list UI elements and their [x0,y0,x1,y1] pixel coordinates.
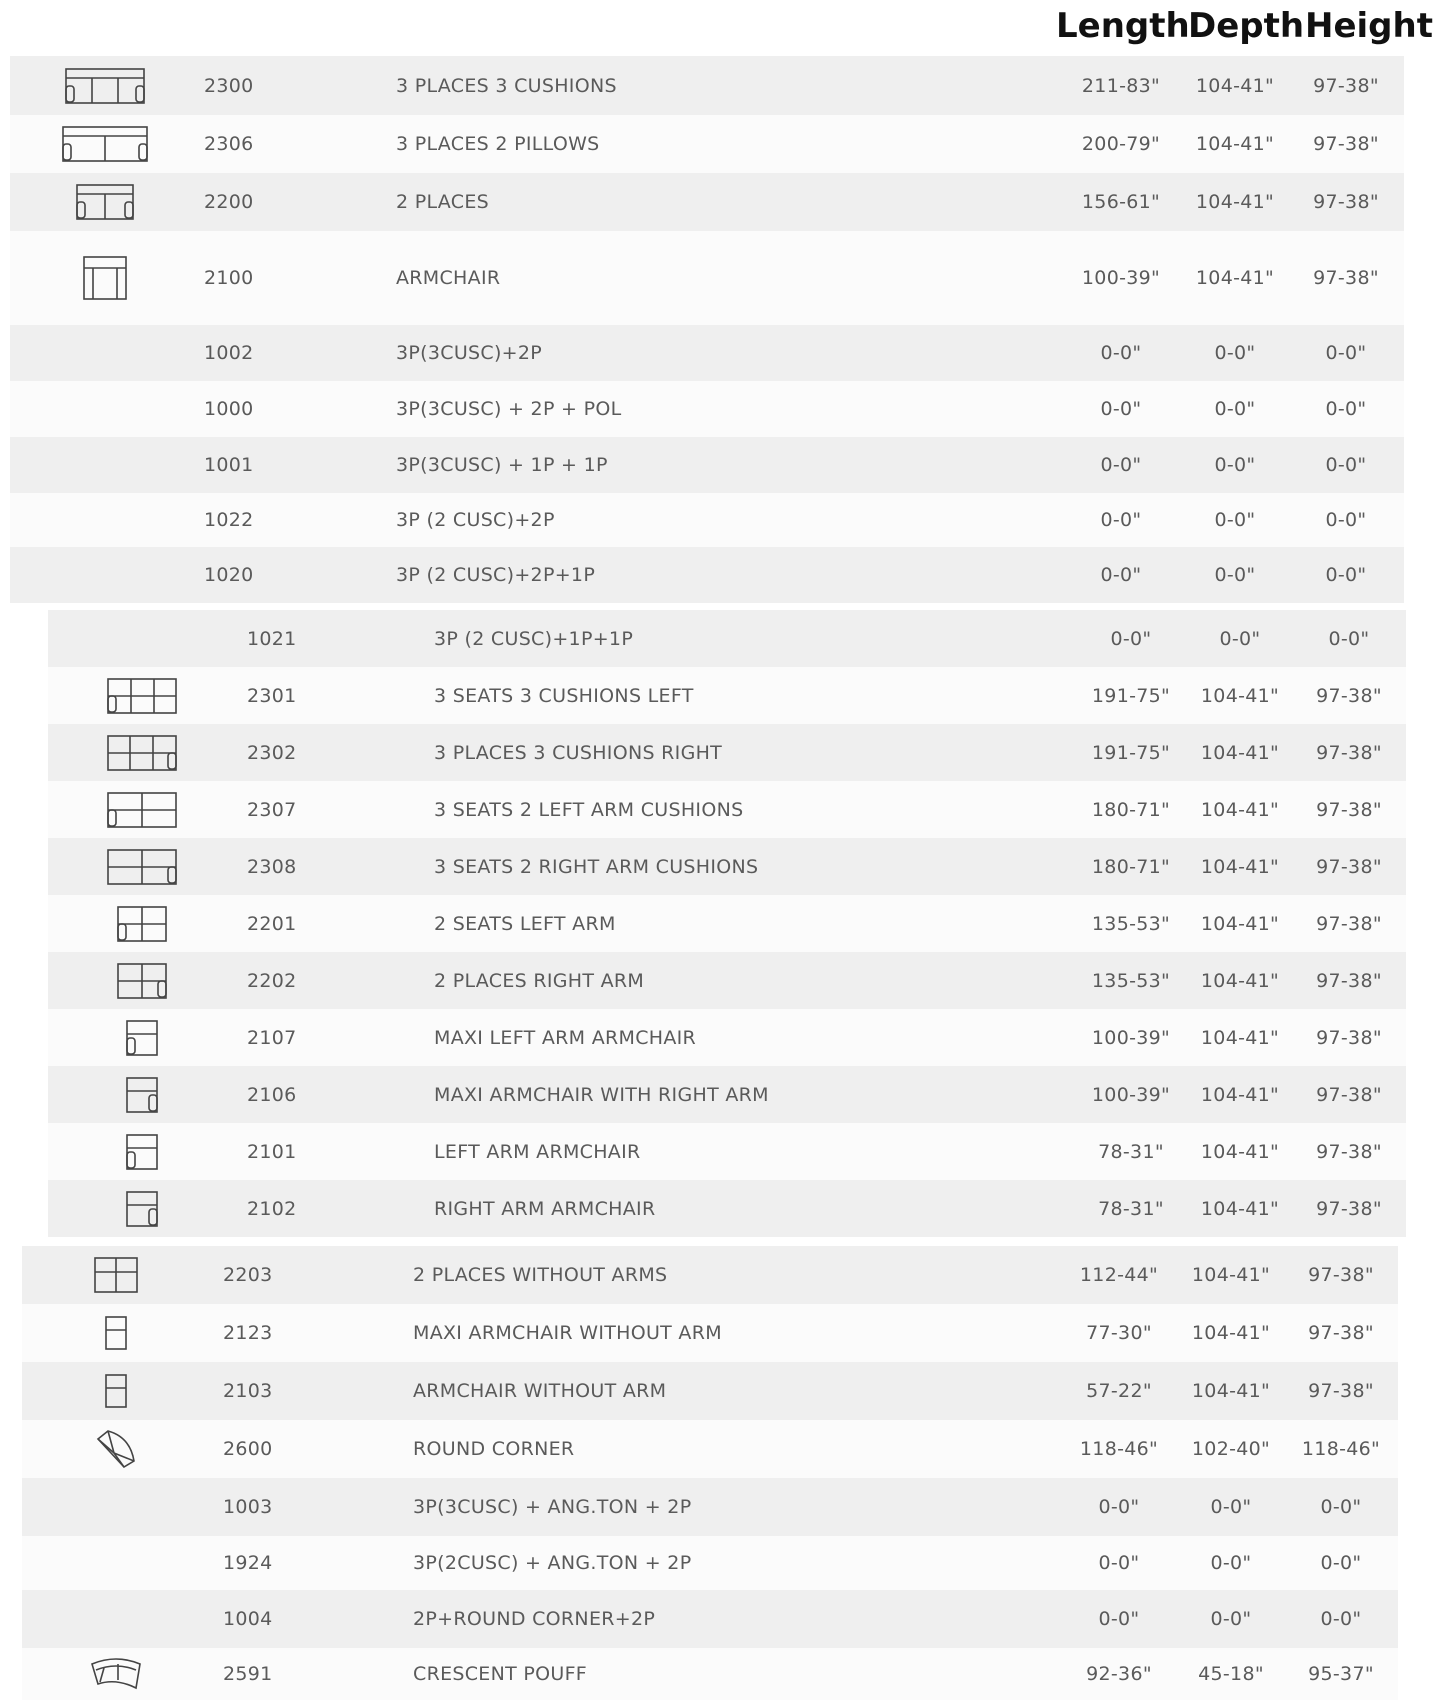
product-name: 2P+ROUND CORNER+2P [413,1608,656,1630]
product-code: 2301 [247,684,297,707]
header-depth: Depth [1188,6,1305,46]
table-row [10,231,1404,325]
table-section [10,56,1404,603]
product-code: 2306 [204,133,254,155]
product-code: 2103 [223,1380,273,1402]
product-name: 3P(3CUSC) + 2P + POL [396,398,622,420]
product-code: 2600 [223,1438,273,1460]
height-value: 97-38" [1316,1197,1382,1220]
product-name: LEFT ARM ARMCHAIR [434,1140,641,1163]
maxi-armchair-right-icon [82,1066,202,1123]
maxi-armchair-left-icon [82,1009,202,1066]
depth-value: 104-41" [1200,855,1280,878]
height-value: 97-38" [1308,1322,1374,1344]
height-value: 97-38" [1316,969,1382,992]
product-code: 2107 [247,1026,297,1049]
depth-value: 0-0" [1214,398,1256,420]
height-value: 118-46" [1301,1438,1381,1460]
product-code: 2302 [247,741,297,764]
table-row [48,952,1406,1009]
length-value: 100-39" [1091,1026,1171,1049]
table-row [22,1648,1398,1700]
product-code: 1924 [223,1552,273,1574]
depth-value: 0-0" [1210,1608,1252,1630]
table-row [48,1180,1406,1237]
product-code: 2201 [247,912,297,935]
sofa-2-no-arms-icon [56,1246,176,1304]
length-value: 135-53" [1091,912,1171,935]
height-value: 97-38" [1316,912,1382,935]
depth-value: 0-0" [1214,564,1256,586]
table-row [10,115,1404,173]
depth-value: 0-0" [1214,454,1256,476]
product-name: 2 PLACES [396,191,490,213]
height-value: 0-0" [1320,1496,1362,1518]
height-value: 97-38" [1316,855,1382,878]
product-code: 2100 [204,267,254,289]
height-value: 97-38" [1308,1380,1374,1402]
depth-value: 104-41" [1200,912,1280,935]
sofa-3-seats-right-icon [82,724,202,781]
header-length: Length [1056,6,1190,46]
length-value: 0-0" [1098,1552,1140,1574]
product-code: 2123 [223,1322,273,1344]
depth-value: 0-0" [1210,1496,1252,1518]
product-code: 2591 [223,1663,273,1685]
product-name: 3 SEATS 2 LEFT ARM CUSHIONS [434,798,744,821]
product-name: MAXI LEFT ARM ARMCHAIR [434,1026,697,1049]
sofa-2-places-icon [45,173,165,231]
height-value: 0-0" [1325,454,1367,476]
length-value: 180-71" [1091,798,1171,821]
height-value: 97-38" [1316,1026,1382,1049]
depth-value: 104-41" [1195,133,1275,155]
product-name: ARMCHAIR WITHOUT ARM [413,1380,667,1402]
height-value: 97-38" [1313,74,1379,97]
table-row [48,610,1406,667]
depth-value: 104-41" [1191,1322,1271,1344]
sofa-2-seats-right-icon [82,952,202,1009]
product-code: 1000 [204,398,254,420]
product-name: 3P (2 CUSC)+2P+1P [396,564,596,586]
armchair-right-icon [82,1180,202,1237]
product-code: 1001 [204,454,254,476]
depth-value: 104-41" [1191,1264,1271,1286]
product-name: 3P (2 CUSC)+1P+1P [434,627,634,650]
product-name: 3 PLACES 3 CUSHIONS RIGHT [434,741,723,764]
depth-value: 0-0" [1219,627,1261,650]
depth-value: 104-41" [1200,798,1280,821]
depth-value: 104-41" [1200,741,1280,764]
length-value: 191-75" [1091,684,1171,707]
product-name: 3 PLACES 2 PILLOWS [396,133,600,155]
depth-value: 102-40" [1191,1438,1271,1460]
length-value: 0-0" [1100,454,1142,476]
table-row [10,493,1404,547]
product-name: ARMCHAIR [396,267,501,289]
depth-value: 0-0" [1214,509,1256,531]
product-name: 3P(2CUSC) + ANG.TON + 2P [413,1552,692,1574]
depth-value: 104-41" [1195,191,1275,213]
product-name: 3P (2 CUSC)+2P [396,509,555,531]
table-row [22,1362,1398,1420]
height-value: 97-38" [1313,191,1379,213]
table-row [22,1536,1398,1590]
product-name: RIGHT ARM ARMCHAIR [434,1197,656,1220]
table-row [48,838,1406,895]
height-value: 97-38" [1316,798,1382,821]
depth-value: 104-41" [1191,1380,1271,1402]
height-value: 97-38" [1316,684,1382,707]
sofa-3-cushions-icon [45,56,165,115]
table-row [10,381,1404,437]
length-value: 0-0" [1100,342,1142,364]
table-row [22,1478,1398,1536]
height-value: 0-0" [1328,627,1370,650]
depth-value: 104-41" [1200,684,1280,707]
table-row [10,547,1404,603]
length-value: 57-22" [1086,1380,1152,1402]
length-value: 0-0" [1098,1496,1140,1518]
table-row [48,1009,1406,1066]
length-value: 135-53" [1091,969,1171,992]
table-section [48,610,1406,1237]
header-height: Height [1305,6,1433,46]
height-value: 97-38" [1316,1140,1382,1163]
product-name: 3 PLACES 3 CUSHIONS [396,74,617,97]
sofa-3-seats-2-left-icon [82,781,202,838]
product-code: 1021 [247,627,297,650]
sofa-3-places-2-pillows-icon [45,115,165,173]
height-value: 0-0" [1325,509,1367,531]
length-value: 100-39" [1081,267,1161,289]
table-row [22,1420,1398,1478]
product-name: 2 PLACES RIGHT ARM [434,969,645,992]
table-row [48,1066,1406,1123]
length-value: 180-71" [1091,855,1171,878]
table-row [48,895,1406,952]
table-row [10,325,1404,381]
length-value: 77-30" [1086,1322,1152,1344]
depth-value: 0-0" [1214,342,1256,364]
sofa-3-seats-2-right-icon [82,838,202,895]
length-value: 118-46" [1079,1438,1159,1460]
product-name: 2 PLACES WITHOUT ARMS [413,1264,668,1286]
length-value: 200-79" [1081,133,1161,155]
height-value: 0-0" [1325,564,1367,586]
length-value: 156-61" [1081,191,1161,213]
product-code: 2307 [247,798,297,821]
armchair-no-arm-icon [56,1362,176,1420]
table-section [22,1246,1398,1700]
product-name: 3 SEATS 3 CUSHIONS LEFT [434,684,694,707]
product-name: ROUND CORNER [413,1438,575,1460]
depth-value: 104-41" [1200,1026,1280,1049]
product-code: 1003 [223,1496,273,1518]
height-value: 97-38" [1308,1264,1374,1286]
length-value: 112-44" [1079,1264,1159,1286]
sofa-3-seats-left-icon [82,667,202,724]
maxi-armchair-no-arm-icon [56,1304,176,1362]
length-value: 100-39" [1091,1083,1171,1106]
armchair-left-icon [82,1123,202,1180]
depth-value: 45-18" [1198,1663,1264,1685]
product-name: 2 SEATS LEFT ARM [434,912,616,935]
length-value: 92-36" [1086,1663,1152,1685]
height-value: 0-0" [1325,398,1367,420]
table-row [48,781,1406,838]
height-value: 97-38" [1316,741,1382,764]
length-value: 78-31" [1098,1140,1164,1163]
depth-value: 104-41" [1200,1197,1280,1220]
height-value: 0-0" [1320,1552,1362,1574]
product-code: 1002 [204,342,254,364]
table-row [48,724,1406,781]
round-corner-icon [56,1420,176,1478]
length-value: 0-0" [1100,509,1142,531]
product-name: MAXI ARMCHAIR WITHOUT ARM [413,1322,722,1344]
depth-value: 104-41" [1200,969,1280,992]
length-value: 0-0" [1100,564,1142,586]
table-row [10,56,1404,115]
length-value: 0-0" [1110,627,1152,650]
product-name: 3P(3CUSC) + ANG.TON + 2P [413,1496,692,1518]
product-code: 2106 [247,1083,297,1106]
table-row [48,667,1406,724]
product-name: MAXI ARMCHAIR WITH RIGHT ARM [434,1083,769,1106]
table-row [48,1123,1406,1180]
product-name: 3P(3CUSC) + 1P + 1P [396,454,608,476]
product-name: 3 SEATS 2 RIGHT ARM CUSHIONS [434,855,759,878]
length-value: 191-75" [1091,741,1171,764]
length-value: 0-0" [1100,398,1142,420]
depth-value: 104-41" [1200,1140,1280,1163]
product-code: 1004 [223,1608,273,1630]
armchair-icon [45,231,165,325]
depth-value: 0-0" [1210,1552,1252,1574]
product-code: 2200 [204,191,254,213]
length-value: 0-0" [1098,1608,1140,1630]
product-code: 2308 [247,855,297,878]
product-code: 1022 [204,509,254,531]
height-value: 97-38" [1313,267,1379,289]
product-code: 2203 [223,1264,273,1286]
length-value: 78-31" [1098,1197,1164,1220]
height-value: 97-38" [1316,1083,1382,1106]
depth-value: 104-41" [1200,1083,1280,1106]
table-row [22,1590,1398,1648]
product-name: 3P(3CUSC)+2P [396,342,543,364]
depth-value: 104-41" [1195,74,1275,97]
product-name: CRESCENT POUFF [413,1663,588,1685]
depth-value: 104-41" [1195,267,1275,289]
table-row [10,437,1404,493]
height-value: 97-38" [1313,133,1379,155]
table-row [22,1304,1398,1362]
product-code: 2202 [247,969,297,992]
crescent-pouff-icon [56,1648,176,1700]
length-value: 211-83" [1081,74,1161,97]
sofa-2-seats-left-icon [82,895,202,952]
height-value: 0-0" [1325,342,1367,364]
table-row [22,1246,1398,1304]
height-value: 0-0" [1320,1608,1362,1630]
product-code: 2101 [247,1140,297,1163]
height-value: 95-37" [1308,1663,1374,1685]
product-code: 1020 [204,564,254,586]
table-row [10,173,1404,231]
product-code: 2102 [247,1197,297,1220]
product-code: 2300 [204,74,254,97]
